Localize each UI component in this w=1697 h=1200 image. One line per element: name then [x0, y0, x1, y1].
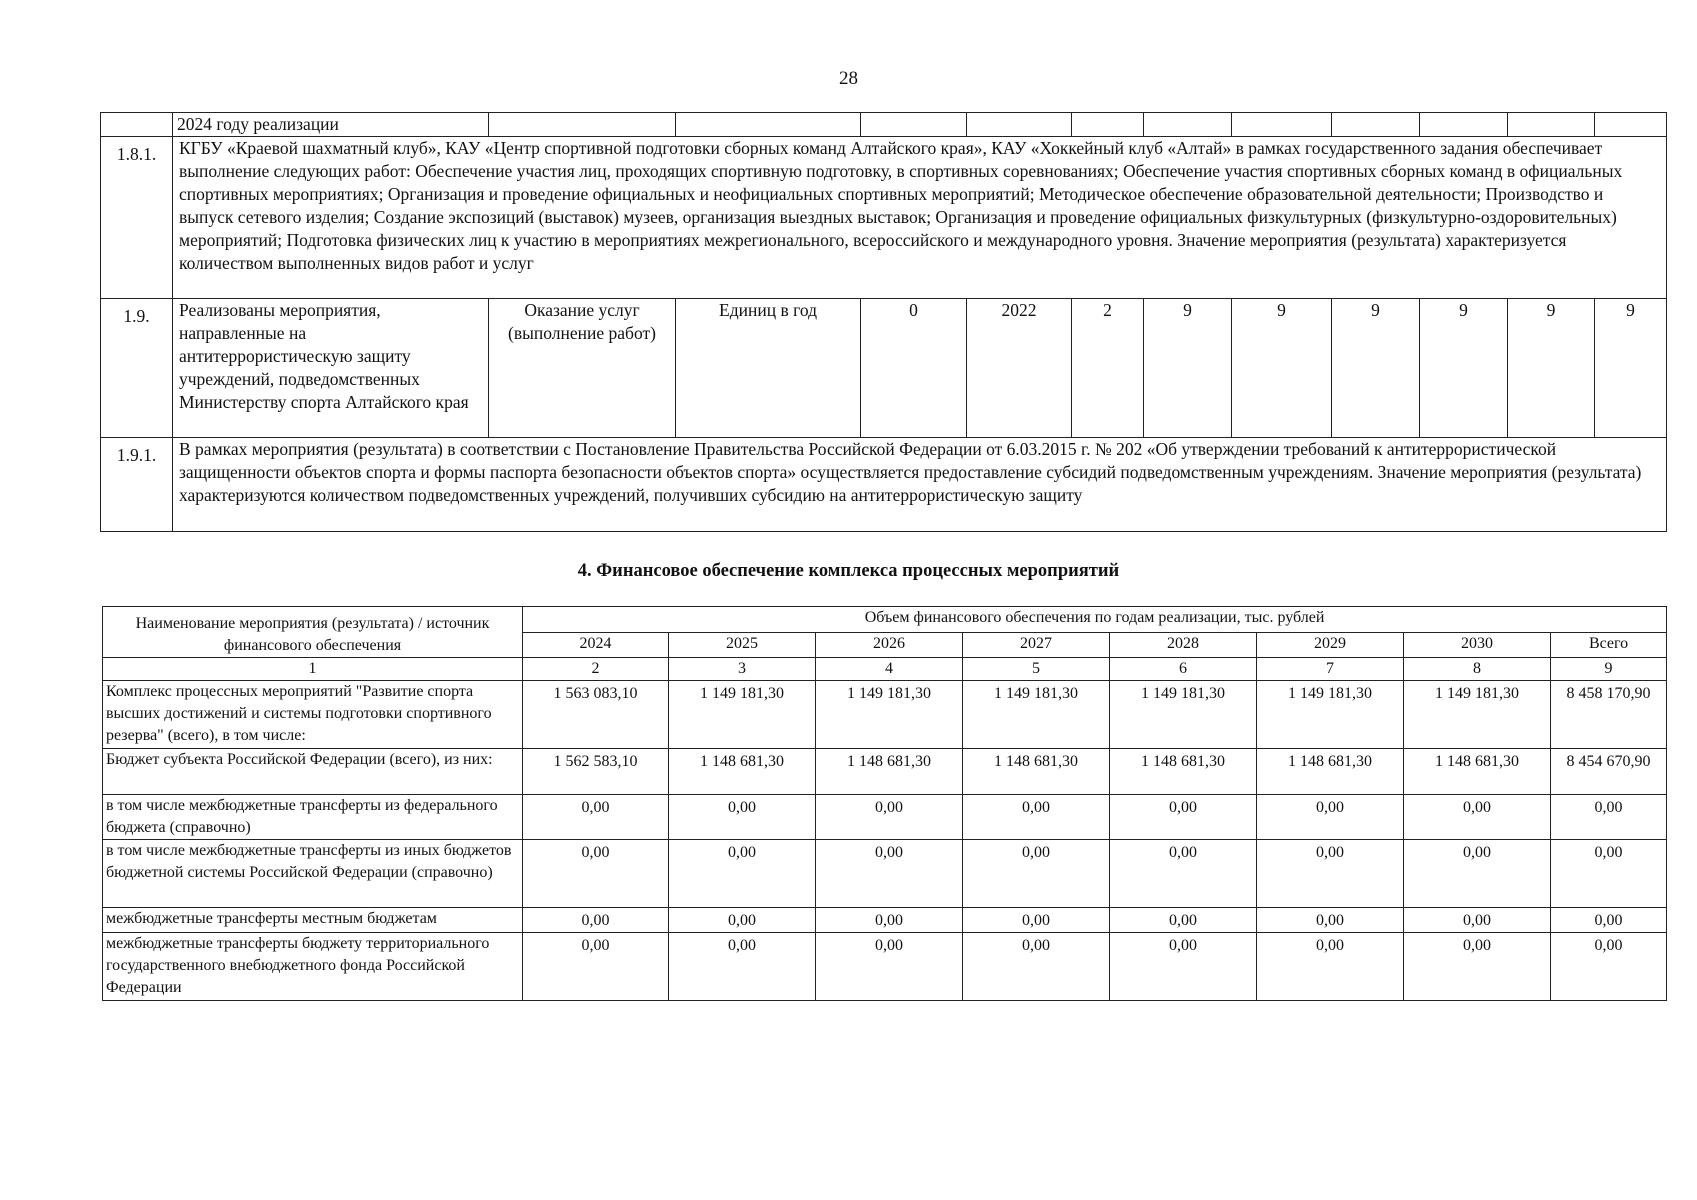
year-amount: 1 148 681,30 — [1404, 749, 1551, 795]
year-header: 2025 — [669, 632, 816, 658]
table-row — [103, 795, 1667, 840]
table-row-1-9-1 — [101, 438, 1667, 532]
measure-unit: Единиц в год — [676, 299, 861, 438]
year-amount: 0,00 — [1404, 908, 1551, 933]
year-amount: 1 563 083,10 — [523, 681, 669, 749]
total-value: 0,00 — [1551, 840, 1667, 908]
year-amount: 1 562 583,10 — [523, 749, 669, 795]
year-value: 9 — [1508, 299, 1595, 438]
year-amount: 1 148 681,30 — [816, 749, 963, 795]
volume-header: Объем финансового обеспечения по годам реализации, тыс. рублей — [523, 607, 1667, 633]
funding-source-name: межбюджетные трансферты местным бюджетам — [103, 908, 523, 933]
year-amount: 1 148 681,30 — [963, 749, 1110, 795]
year-amount: 1 149 181,30 — [669, 681, 816, 749]
year-amount: 0,00 — [963, 840, 1110, 908]
year-amount: 1 149 181,30 — [963, 681, 1110, 749]
column-number: 3 — [669, 658, 816, 681]
finance-table — [102, 606, 1667, 1001]
year-header: 2030 — [1404, 632, 1551, 658]
column-number: 1 — [103, 658, 523, 681]
funding-source-name: межбюджетные трансферты бюджету территориального государственного внебюджетного фонда Российской Федерации — [103, 933, 523, 1001]
total-header: Всего — [1551, 632, 1667, 658]
year-amount: 0,00 — [1257, 908, 1404, 933]
table-row — [103, 749, 1667, 795]
row-number: 1.8.1. — [101, 137, 173, 299]
year-amount: 0,00 — [816, 933, 963, 1001]
page-number: 28 — [839, 68, 858, 89]
column-number: 5 — [963, 658, 1110, 681]
year-amount: 0,00 — [1404, 933, 1551, 1001]
table-row — [103, 681, 1667, 749]
table-row — [103, 908, 1667, 933]
column-numbers-row — [103, 658, 1667, 681]
year-value: 9 — [1420, 299, 1508, 438]
base-value: 0 — [861, 299, 967, 438]
measure-type: Оказание услуг (выполнение работ) — [489, 299, 676, 438]
year-amount: 1 148 681,30 — [1257, 749, 1404, 795]
row-number: 1.9. — [101, 299, 173, 438]
row-number: 1.9.1. — [101, 438, 173, 532]
year-amount: 1 148 681,30 — [669, 749, 816, 795]
year-amount: 0,00 — [963, 795, 1110, 840]
base-year: 2022 — [967, 299, 1072, 438]
year-amount: 1 148 681,30 — [1110, 749, 1257, 795]
year-amount: 0,00 — [1257, 795, 1404, 840]
total-value: 8 458 170,90 — [1551, 681, 1667, 749]
year-value: 9 — [1232, 299, 1332, 438]
measure-name: Реализованы мероприятия, направленные на антитеррористическую защиту учреждений, подведомственных Министерству спорта Алтайского края — [173, 299, 489, 438]
year-amount: 0,00 — [1110, 840, 1257, 908]
year-value: 9 — [1595, 299, 1667, 438]
column-number: 9 — [1551, 658, 1667, 681]
year-value: 2 — [1072, 299, 1144, 438]
year-amount: 0,00 — [669, 908, 816, 933]
year-amount: 0,00 — [523, 933, 669, 1001]
year-amount: 0,00 — [816, 840, 963, 908]
results-table — [100, 112, 1667, 532]
year-value: 9 — [1144, 299, 1232, 438]
table-row-1-9 — [101, 299, 1667, 438]
table-row — [103, 933, 1667, 1001]
row-description: В рамках мероприятия (результата) в соответствии с Постановление Правительства Российской Федерации от 6.03.2015 г. № 202 «Об утверждении требований к антитеррористической защищенности объектов спорта и формы паспорта безопасности объектов спорта» осуществляется предоставление субсидий подведомственным учреждениям. Значение мероприятия (результата) характеризуются количеством подведомственных учреждений, получивших субсидию на антитеррористическую защиту — [173, 438, 1667, 532]
column-number: 2 — [523, 658, 669, 681]
year-amount: 1 149 181,30 — [816, 681, 963, 749]
table-row-continuation — [101, 113, 1667, 137]
year-header: 2028 — [1110, 632, 1257, 658]
year-amount: 0,00 — [1257, 933, 1404, 1001]
year-amount: 0,00 — [1404, 840, 1551, 908]
year-amount: 0,00 — [669, 840, 816, 908]
year-amount: 1 149 181,30 — [1404, 681, 1551, 749]
column-number: 8 — [1404, 658, 1551, 681]
year-amount: 0,00 — [1110, 908, 1257, 933]
year-header: 2029 — [1257, 632, 1404, 658]
section-title: 4. Финансовое обеспечение комплекса процессных мероприятий — [577, 561, 1120, 581]
total-value: 0,00 — [1551, 908, 1667, 933]
year-amount: 0,00 — [523, 908, 669, 933]
funding-source-name: Комплекс процессных мероприятий "Развитие спорта высших достижений и системы подготовки спортивного резерва" (всего), в том числе: — [103, 681, 523, 749]
year-header: 2026 — [816, 632, 963, 658]
finance-header-row — [103, 607, 1667, 633]
year-value: 9 — [1332, 299, 1420, 438]
table-row-1-8-1 — [101, 137, 1667, 299]
total-value: 0,00 — [1551, 795, 1667, 840]
year-amount: 0,00 — [669, 795, 816, 840]
funding-source-name: в том числе межбюджетные трансферты из федерального бюджета (справочно) — [103, 795, 523, 840]
year-amount: 0,00 — [1404, 795, 1551, 840]
year-amount: 1 149 181,30 — [1257, 681, 1404, 749]
year-header: 2027 — [963, 632, 1110, 658]
year-amount: 0,00 — [1110, 933, 1257, 1001]
column-number: 4 — [816, 658, 963, 681]
column-number: 7 — [1257, 658, 1404, 681]
year-amount: 0,00 — [816, 908, 963, 933]
column-number: 6 — [1110, 658, 1257, 681]
year-amount: 0,00 — [963, 933, 1110, 1001]
year-amount: 1 149 181,30 — [1110, 681, 1257, 749]
year-amount: 0,00 — [523, 840, 669, 908]
table-row — [103, 840, 1667, 908]
funding-source-name: Бюджет субъекта Российской Федерации (всего), из них: — [103, 749, 523, 795]
year-amount: 0,00 — [523, 795, 669, 840]
total-value: 8 454 670,90 — [1551, 749, 1667, 795]
year-header: 2024 — [523, 632, 669, 658]
row-description: КГБУ «Краевой шахматный клуб», КАУ «Центр спортивной подготовки сборных команд Алтайского края», КАУ «Хоккейный клуб «Алтай» в рамках государственного задания обеспечивает выполнение следующих работ: Обеспечение участия лиц, проходящих спортивную подготовку, в спортивных соревнованиях; Обеспечение участия спортивных сборных команд в официальных спортивных мероприятиях; Организация и проведение официальных и неофициальных спортивных мероприятий; Методическое обеспечение образовательной деятельности; Производство и выпуск сетевого изделия; Создание экспозиций (выставок) музеев, организация выездных выставок; Организация и проведение официальных физкультурных (физкультурно-оздоровительных) мероприятий; Подготовка физических лиц к участию в мероприятиях межрегионального, всероссийского и международного уровня. Значение мероприятия (результата) характеризуется количеством выполненных видов работ и услуг — [173, 137, 1667, 299]
year-amount: 0,00 — [1110, 795, 1257, 840]
total-value: 0,00 — [1551, 933, 1667, 1001]
year-amount: 0,00 — [669, 933, 816, 1001]
funding-source-name: в том числе межбюджетные трансферты из иных бюджетов бюджетной системы Российской Федерации (справочно) — [103, 840, 523, 908]
name-column-header: Наименование мероприятия (результата) / источник финансового обеспечения — [103, 607, 523, 658]
continuation-text: 2024 году реализации — [173, 113, 489, 137]
year-amount: 0,00 — [1257, 840, 1404, 908]
year-amount: 0,00 — [816, 795, 963, 840]
year-amount: 0,00 — [963, 908, 1110, 933]
